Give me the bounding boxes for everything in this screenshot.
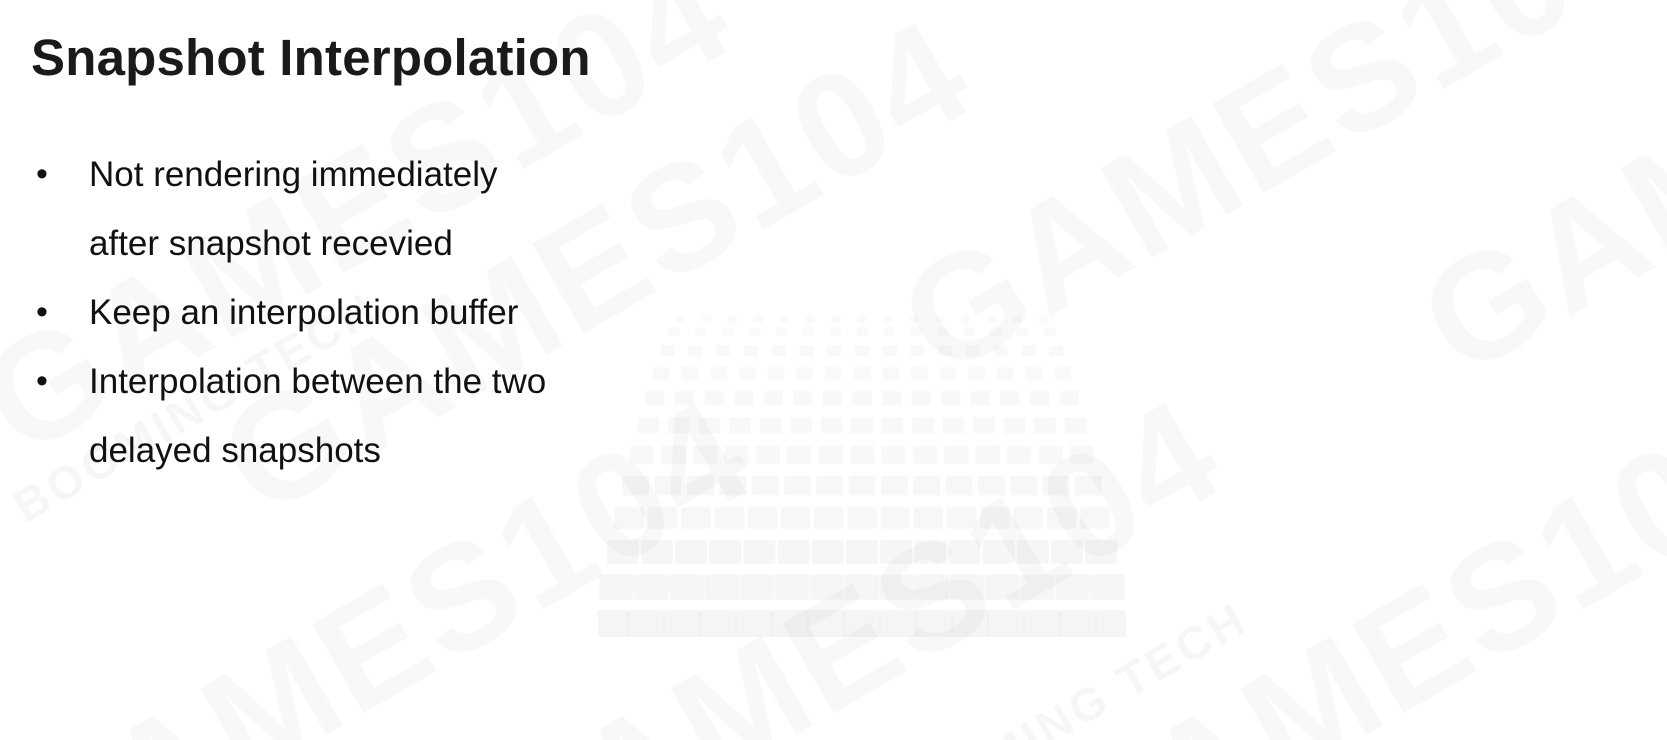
grid-block xyxy=(938,345,952,356)
grid-block xyxy=(728,316,737,323)
grid-block xyxy=(978,476,1005,496)
grid-block xyxy=(881,507,910,529)
grid-block xyxy=(915,575,950,600)
grid-block xyxy=(913,446,937,464)
grid-block xyxy=(949,540,981,563)
grid-block xyxy=(849,476,876,496)
grid-block xyxy=(716,345,730,356)
grid-block xyxy=(1039,316,1048,323)
grid-block xyxy=(844,610,881,637)
grid-block xyxy=(1080,507,1109,529)
grid-block xyxy=(964,328,976,337)
grid-block xyxy=(630,446,654,464)
grid-block xyxy=(880,540,912,563)
grid-block xyxy=(1017,328,1028,337)
grid-block xyxy=(883,328,895,337)
grid-block xyxy=(645,391,664,405)
grid-block xyxy=(913,476,940,496)
grid-block xyxy=(722,328,734,337)
grid-block xyxy=(966,345,980,356)
grid-block xyxy=(880,575,915,600)
grid-block xyxy=(1020,575,1054,600)
grid-block xyxy=(736,610,773,637)
grid-block xyxy=(641,540,673,563)
grid-block xyxy=(941,391,960,405)
grid-block xyxy=(852,391,871,405)
bullet-item xyxy=(36,278,576,347)
grid-block xyxy=(704,575,739,600)
grid-block xyxy=(850,446,874,464)
grid-block xyxy=(615,507,644,529)
grid-block xyxy=(987,316,996,323)
grid-block xyxy=(961,316,970,323)
bullet-icon: • xyxy=(36,155,48,193)
grid-block xyxy=(821,417,843,433)
grid-block xyxy=(719,476,746,496)
grid-block xyxy=(744,345,758,356)
grid-block xyxy=(778,540,810,563)
grid-block xyxy=(1047,507,1076,529)
grid-block xyxy=(1017,540,1049,563)
grid-block xyxy=(881,446,905,464)
grid-block xyxy=(1043,476,1070,496)
grid-block xyxy=(1075,476,1102,496)
grid-block xyxy=(883,345,897,356)
grid-block xyxy=(661,345,675,356)
grid-block xyxy=(1049,345,1063,356)
grid-block xyxy=(988,610,1025,637)
grid-block xyxy=(994,345,1008,356)
grid-block xyxy=(829,328,841,337)
grid-block xyxy=(634,575,669,600)
bullet-icon: • xyxy=(36,293,48,331)
grid-block xyxy=(814,507,843,529)
grid-block xyxy=(768,367,785,380)
grid-block xyxy=(724,446,748,464)
grid-block xyxy=(971,391,990,405)
grid-block xyxy=(980,507,1009,529)
grid-block xyxy=(700,610,737,637)
grid-block xyxy=(806,316,815,323)
grid-block xyxy=(1060,610,1097,637)
grid-block xyxy=(752,476,779,496)
grid-block xyxy=(1007,446,1031,464)
grid-block xyxy=(668,417,690,433)
grid-block xyxy=(709,540,741,563)
grid-block xyxy=(681,507,710,529)
grid-block xyxy=(940,367,957,380)
grid-block xyxy=(776,328,788,337)
grid-block xyxy=(825,367,842,380)
grid-block xyxy=(699,417,721,433)
grid-block xyxy=(973,417,995,433)
grid-block xyxy=(664,610,701,637)
grid-block xyxy=(676,316,685,323)
grid-block xyxy=(812,540,844,563)
grid-block xyxy=(916,610,953,637)
grid-block xyxy=(935,316,944,323)
grid-block xyxy=(1013,316,1022,323)
grid-block xyxy=(846,540,878,563)
grid-block xyxy=(985,575,1020,600)
grid-block xyxy=(780,316,789,323)
grid-block xyxy=(622,476,649,496)
grid-block xyxy=(983,540,1015,563)
grid-block xyxy=(912,417,934,433)
grid-block xyxy=(1000,391,1019,405)
grid-block xyxy=(950,575,985,600)
bullet-item xyxy=(36,347,576,485)
grid-block xyxy=(968,367,985,380)
grid-block xyxy=(1030,391,1049,405)
slide-title: Snapshot Interpolation xyxy=(31,29,591,86)
grid-block xyxy=(693,446,717,464)
grid-block xyxy=(976,446,1000,464)
grid-block xyxy=(855,345,869,356)
grid-block xyxy=(1085,540,1117,563)
grid-block xyxy=(682,367,699,380)
grid-block xyxy=(883,316,892,323)
watermark-text xyxy=(1393,0,1667,409)
grid-block xyxy=(854,367,871,380)
grid-block xyxy=(882,367,899,380)
grid-block xyxy=(607,540,639,563)
grid-block xyxy=(687,476,714,496)
watermark-text xyxy=(1513,364,1667,740)
grid-block xyxy=(754,316,763,323)
grid-block xyxy=(695,328,707,337)
grid-block xyxy=(1014,507,1043,529)
grid-block xyxy=(710,367,727,380)
grid-block xyxy=(816,476,843,496)
grid-block xyxy=(729,417,751,433)
grid-block xyxy=(734,391,753,405)
grid-block xyxy=(1096,610,1127,637)
grid-block xyxy=(760,417,782,433)
grid-block xyxy=(1070,446,1094,464)
grid-block xyxy=(1010,476,1037,496)
grid-block xyxy=(1044,328,1056,337)
grid-block xyxy=(944,446,968,464)
grid-block xyxy=(990,328,1002,337)
grid-block xyxy=(1051,540,1083,563)
grid-block xyxy=(911,367,928,380)
grid-block xyxy=(845,575,880,600)
grid-block xyxy=(1065,417,1087,433)
grid-block xyxy=(675,391,694,405)
grid-block xyxy=(749,328,761,337)
grid-block xyxy=(675,540,707,563)
grid-block xyxy=(947,507,976,529)
grid-block xyxy=(772,610,809,637)
grid-block xyxy=(775,575,810,600)
interpolation-grid-figure xyxy=(598,312,1126,646)
grid-block xyxy=(781,507,810,529)
grid-block xyxy=(937,328,949,337)
grid-block xyxy=(772,345,786,356)
grid-block xyxy=(796,367,813,380)
grid-block xyxy=(714,507,743,529)
grid-block xyxy=(744,540,776,563)
grid-block xyxy=(669,575,704,600)
bullet-text: Not rendering immediately after snapshot recevied xyxy=(89,155,498,263)
grid-block xyxy=(702,316,711,323)
grid-block xyxy=(909,316,918,323)
grid-block xyxy=(688,345,702,356)
grid-block xyxy=(827,345,841,356)
grid-block xyxy=(914,507,943,529)
grid-block xyxy=(810,575,845,600)
grid-block xyxy=(1034,417,1056,433)
grid-block xyxy=(1004,417,1026,433)
grid-block xyxy=(880,610,917,637)
grid-block xyxy=(808,610,845,637)
bullet-icon: • xyxy=(36,362,48,400)
grid-block xyxy=(764,391,783,405)
grid-block xyxy=(1055,575,1090,600)
grid-block xyxy=(952,610,989,637)
grid-block xyxy=(882,391,901,405)
grid-block xyxy=(1060,391,1079,405)
bullet-list xyxy=(36,140,576,485)
grid-block xyxy=(910,328,922,337)
grid-block xyxy=(740,575,775,600)
grid-block xyxy=(997,367,1014,380)
grid-block xyxy=(856,328,868,337)
grid-block xyxy=(1026,367,1043,380)
bullet-text: Keep an interpolation buffer xyxy=(89,293,519,332)
grid-block xyxy=(648,507,677,529)
grid-block xyxy=(1022,345,1036,356)
grid-block xyxy=(1024,610,1061,637)
grid-block xyxy=(598,610,629,637)
bullet-item xyxy=(36,140,576,278)
grid-block xyxy=(818,446,842,464)
grid-block xyxy=(638,417,660,433)
grid-block xyxy=(832,316,841,323)
grid-block xyxy=(668,328,680,337)
grid-block xyxy=(803,328,815,337)
grid-block xyxy=(739,367,756,380)
grid-block xyxy=(858,316,867,323)
grid-block xyxy=(1054,367,1071,380)
grid-block xyxy=(914,540,946,563)
bullet-text: Interpolation between the two delayed snapshots xyxy=(89,362,547,470)
grid-block xyxy=(943,417,965,433)
grid-block xyxy=(882,417,904,433)
grid-block xyxy=(881,476,908,496)
grid-block xyxy=(799,345,813,356)
grid-block xyxy=(599,575,634,600)
grid-block xyxy=(705,391,724,405)
grid-block xyxy=(790,417,812,433)
grid-block xyxy=(653,367,670,380)
grid-block xyxy=(847,507,876,529)
grid-block xyxy=(912,391,931,405)
grid-block xyxy=(655,476,682,496)
grid-block xyxy=(748,507,777,529)
grid-block xyxy=(628,610,665,637)
grid-block xyxy=(787,446,811,464)
grid-block xyxy=(784,476,811,496)
grid-block xyxy=(946,476,973,496)
grid-block xyxy=(911,345,925,356)
grid-block xyxy=(823,391,842,405)
grid-block xyxy=(793,391,812,405)
grid-block xyxy=(756,446,780,464)
grid-block xyxy=(661,446,685,464)
grid-block xyxy=(1038,446,1062,464)
grid-block xyxy=(1090,575,1125,600)
grid-block xyxy=(851,417,873,433)
